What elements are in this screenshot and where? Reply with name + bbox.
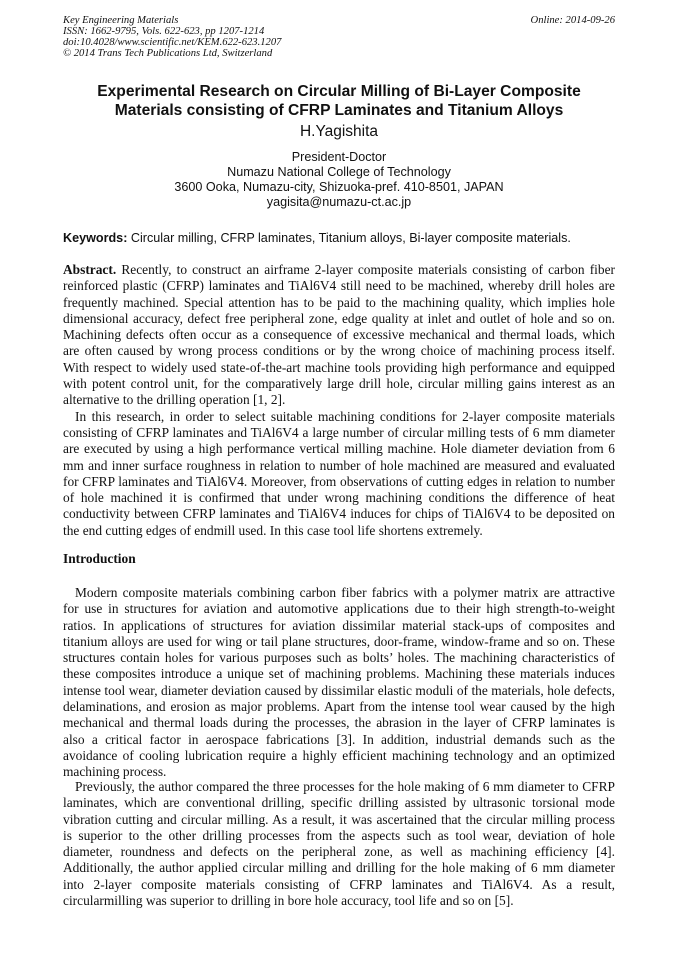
line-text: Recently, to construct an airframe 2-layer composite materials consisting of carbon fiber bbox=[116, 262, 615, 277]
text-line bbox=[63, 732, 615, 748]
line-text: ratios. In applications of structures for aviation dissimilar material stack-ups of composites and bbox=[63, 617, 615, 633]
text-line bbox=[63, 490, 615, 506]
line-text: into 2-layer composite materials consisting of CFRP laminates and TiAl6V4. As a result, bbox=[63, 876, 615, 892]
line-text: reinforced plastic (CFRP) laminates and TiAl6V4 still need to be machined, whereby drill holes are bbox=[63, 278, 615, 294]
line-text: also a critical factor in aerospace fabrications [3]. In addition, industrial demands such as the bbox=[63, 731, 615, 747]
line-text: machining process. bbox=[63, 764, 167, 780]
title-line: Experimental Research on Circular Milling of Bi-Layer Composite bbox=[97, 83, 581, 100]
line-text: avoidance of cooling lubrication require a highly efficient machining technology and an optimized bbox=[63, 747, 615, 763]
line-text: With respect to widely used state-of-the-art machine tools providing high performance and equipped bbox=[63, 359, 615, 375]
text-line bbox=[63, 715, 615, 731]
line-text: delaminations, and erosion as major problems. Apart from the intense tool wear caused by the high bbox=[63, 699, 615, 715]
text-line bbox=[63, 441, 615, 457]
abstract-label: Abstract. bbox=[63, 262, 117, 277]
text-line bbox=[63, 877, 615, 893]
keywords-label: Keywords: bbox=[63, 231, 128, 245]
introduction-paragraph bbox=[63, 779, 615, 909]
author: H.Yagishita bbox=[299, 123, 379, 140]
line-text: structures contain holes for various purposes such as bolts’ holes. The machining characteristics of bbox=[63, 650, 615, 666]
line-text: Additionally, the author applied circular milling and drilling for the hole making of 6 mm diameter bbox=[63, 860, 615, 876]
keywords-text: Circular milling, CFRP laminates, Titanium alloys, Bi-layer composite materials. bbox=[127, 231, 571, 245]
title-line: Materials consisting of CFRP Laminates and Titanium Alloys bbox=[114, 102, 564, 119]
line-text: the end cutting edges of endmill used. In this case tool life shortens extremely. bbox=[63, 522, 483, 538]
text-line bbox=[63, 327, 615, 343]
text-line bbox=[63, 585, 615, 601]
text-line bbox=[63, 506, 615, 522]
email: yagisita@numazu-ct.ac.jp bbox=[266, 195, 412, 209]
line-text: are often caused by wrong process conditions or by the wrong choice of machining process itself. bbox=[63, 343, 615, 359]
text-line bbox=[63, 795, 615, 811]
line-text: mechanical and thermal loads during the processes, the abrasion in the layer of CFRP laminates is bbox=[63, 715, 615, 731]
line-text: frequently machined. Special attention has to be paid to the machining quality, which implies hole bbox=[63, 294, 615, 310]
address: 3600 Ooka, Numazu-city, Shizuoka-pref. 410-8501, JAPAN bbox=[174, 180, 504, 194]
line-text: consisting of CFRP laminates and TiAl6V4 a large number of circular milling tests of 6 mm diameter bbox=[63, 424, 615, 440]
text-line bbox=[63, 893, 615, 909]
text-line bbox=[63, 601, 615, 617]
line-text: are executed by using a high performance vertical milling machine. Hole diameter deviation from 6 bbox=[63, 441, 615, 457]
line-text: for use in structures for aviation and automotive applications due to their high strength-to-weight bbox=[63, 601, 615, 617]
journal-name: Key Engineering Materials bbox=[63, 15, 179, 26]
line-text: with potent control unit, for the comparatively large drill hole, circular milling gains interest as an bbox=[63, 376, 615, 392]
section-heading-introduction: Introduction bbox=[63, 551, 136, 566]
text-line bbox=[63, 311, 615, 327]
line-text: Previously, the author compared the three processes for the hole making of 6 mm diameter to CFRP bbox=[75, 779, 615, 794]
line-text: conductivity between CFRP laminates and TiAl6V4 induces for chips of TiAl6V4 to be deposited on bbox=[63, 506, 615, 522]
text-line bbox=[63, 860, 615, 876]
line-text: alternative to the drilling operation [1, 2]. bbox=[63, 392, 286, 408]
line-text: these composites introduce a unique set of machining problems. Machining these materials induces bbox=[63, 666, 615, 682]
line-text: Machining defects often occur as a consequence of excessive mechanical and thermal loads, which bbox=[63, 327, 615, 343]
text-line bbox=[63, 295, 615, 311]
author-position: President-Doctor bbox=[291, 150, 387, 164]
line-text: Modern composite materials combining carbon fiber fabrics with a polymer matrix are attractive bbox=[75, 585, 615, 600]
text-line bbox=[63, 262, 615, 278]
line-text: circularmilling was superior to drilling in bore hole accuracy, tool life and so on [5]. bbox=[63, 893, 514, 909]
text-line bbox=[63, 409, 615, 425]
text-line bbox=[63, 699, 615, 715]
text-line bbox=[63, 748, 615, 764]
keywords bbox=[63, 231, 571, 245]
text-line bbox=[63, 844, 615, 860]
line-text: titanium alloys are used for wing or tail plane structures, door-frame, window-frame and so on. These bbox=[63, 633, 615, 649]
text-line bbox=[63, 360, 615, 376]
text-line bbox=[63, 666, 615, 682]
line-text: laminates, which are conventional drilling, specific drilling assisted by ultrasonic torsional mode bbox=[63, 795, 615, 811]
text-line bbox=[63, 523, 615, 539]
text-line bbox=[63, 343, 615, 359]
line-text: for CFRP laminates and TiAl6V4. Moreover, from observations of cutting edges in relation to number bbox=[63, 473, 615, 489]
introduction-paragraph bbox=[63, 585, 615, 781]
line-text: dimensional accuracy, defect free peripheral zone, edge quality at inlet and outlet of hole and so on. bbox=[63, 310, 615, 326]
text-line bbox=[63, 683, 615, 699]
text-line bbox=[63, 458, 615, 474]
text-line bbox=[63, 828, 615, 844]
institution: Numazu National College of Technology bbox=[227, 165, 451, 179]
abstract bbox=[63, 262, 615, 539]
text-line bbox=[63, 474, 615, 490]
text-line bbox=[63, 392, 615, 408]
paper-title bbox=[0, 82, 678, 120]
line-text: vibration cutting and circular milling. As a result, it was ascertained that the circular milling process bbox=[63, 811, 615, 827]
line-text: intense tool wear, diameter deviation caused by dissimilar elastic moduli of the materials, hole defects, bbox=[63, 682, 615, 698]
line-text: mm and inner surface roughness in relation to number of hole machined are measured and evaluated bbox=[63, 457, 615, 473]
online-date: Online: 2014-09-26 bbox=[530, 15, 615, 26]
text-line bbox=[63, 650, 615, 666]
journal-header bbox=[63, 15, 281, 59]
line-text: is superior to the other drilling processes from the aspects such as tool wear, deviation of hole bbox=[63, 827, 615, 843]
affiliation bbox=[0, 150, 678, 210]
doi: doi:10.4028/www.scientific.net/KEM.622-623.1207 bbox=[63, 37, 282, 48]
text-line bbox=[63, 812, 615, 828]
line-text: of hole machined it is confirmed that under wrong machining conditions the difference of heat bbox=[63, 490, 615, 506]
text-line bbox=[63, 425, 615, 441]
line-text: diameter, roundness and defects on the peripheral zone, as well as machining efficiency [4]. bbox=[63, 844, 615, 860]
text-line bbox=[63, 278, 615, 294]
text-line bbox=[63, 376, 615, 392]
text-line bbox=[63, 634, 615, 650]
line-text: In this research, in order to select suitable machining conditions for 2-layer composite materials bbox=[75, 408, 615, 424]
issn: ISSN: 1662-9795, Vols. 622-623, pp 1207-1214 bbox=[63, 26, 265, 37]
copyright: © 2014 Trans Tech Publications Ltd, Switzerland bbox=[63, 48, 273, 59]
text-line bbox=[63, 618, 615, 634]
text-line bbox=[63, 779, 615, 795]
